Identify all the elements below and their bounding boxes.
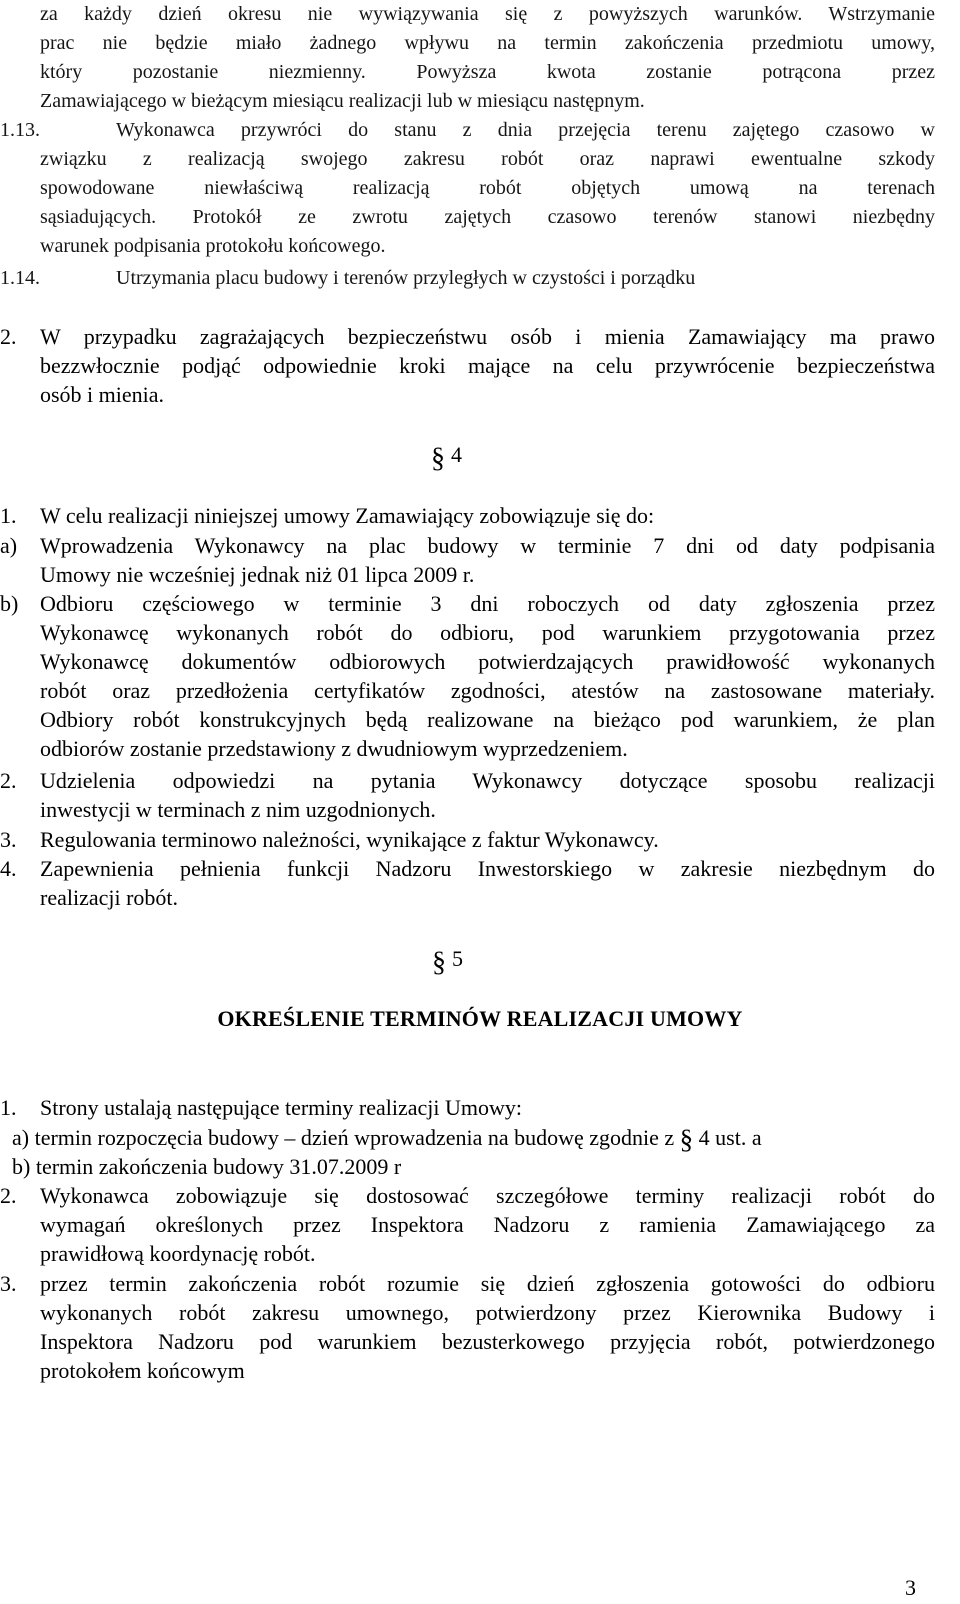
- text-line: Zamawiającego w bieżącym miesiącu realizacji lub w miesiącu następnym.: [40, 90, 645, 112]
- text-line: który pozostanie niezmienny. Powyższa kwota zostanie potrącona przez: [40, 61, 935, 83]
- text-line: prawidłową koordynację robót.: [40, 1241, 316, 1266]
- clause-text: Utrzymania placu budowy i terenów przyległych w czystości i porządku: [116, 267, 696, 289]
- text-line: osób i mienia.: [40, 382, 165, 407]
- text-line: inwestycji w terminach z nim uzgodnionych.: [40, 797, 436, 822]
- text-line: Wykonawca przywróci do stanu z dnia przejęcia terenu zajętego czasowo w: [116, 119, 935, 141]
- paragraph-sign-icon: §: [431, 443, 445, 474]
- clause-number: 2.: [0, 324, 17, 349]
- section-number: 4: [451, 442, 462, 467]
- text-line: warunek podpisania protokołu końcowego.: [40, 235, 386, 257]
- text-line: realizacji robót.: [40, 885, 179, 910]
- text-line: spowodowane niewłaściwą realizacją robót objętych umową na terenach: [40, 177, 935, 199]
- text-line: za każdy dzień okresu nie wywiązywania się z powyższych warunków. Wstrzymanie: [40, 3, 935, 25]
- clause-number: 2.: [0, 768, 17, 793]
- text-line: bezzwłocznie podjąć odpowiednie kroki mające na celu przywrócenie bezpieczeństwa: [40, 353, 935, 378]
- intro-paragraph: [40, 0, 935, 116]
- text-line: związku z realizacją swojego zakresu robót oraz naprawi ewentualne szkody: [40, 148, 935, 170]
- clause-number: 2.: [0, 1183, 17, 1208]
- clause-number: 3.: [0, 827, 17, 852]
- text-line: W przypadku zagrażających bezpieczeństwu osób i mienia Zamawiający ma prawo: [40, 324, 935, 349]
- text-line: przez termin zakończenia robót rozumie się dzień zgłoszenia gotowości do odbioru: [40, 1271, 935, 1296]
- text-line: Umowy nie wcześniej jednak niż 01 lipca 2009 r.: [40, 562, 475, 587]
- text-line: wymagań określonych przez Inspektora Nadzoru z ramienia Zamawiającego za: [40, 1212, 935, 1237]
- clause-1-14: [0, 264, 935, 293]
- text-line: robót oraz przedłożenia certyfikatów zgodności, atestów na zastosowane materiały.: [40, 678, 935, 703]
- text-line: protokołem końcowym: [40, 1358, 245, 1383]
- paragraph-sign-icon: §: [432, 947, 446, 978]
- section-4-mark: [431, 440, 462, 474]
- s5-clause-a: [12, 1122, 912, 1154]
- clause-text: W celu realizacji niniejszej umowy Zamawiający zobowiązuje się do:: [40, 503, 655, 528]
- clause-text: b) termin zakończenia budowy 31.07.2009 r: [12, 1154, 402, 1179]
- s5-clause-b: [12, 1152, 912, 1181]
- clause-text: Strony ustalają następujące terminy realizacji Umowy:: [40, 1095, 523, 1120]
- text-line: Wykonawca zobowiązuje się dostosować szczegółowe terminy realizacji robót do: [40, 1183, 935, 1208]
- clause-number: 4.: [0, 856, 17, 881]
- s4-clause-3: [0, 825, 935, 854]
- text-line: prac nie będzie miało żadnego wpływu na termin zakończenia przedmiotu umowy,: [40, 32, 935, 54]
- text-line: Wprowadzenia Wykonawcy na plac budowy w terminie 7 dni od daty podpisania: [40, 533, 935, 558]
- clause-number: 1.14.: [0, 267, 40, 289]
- clause-letter: a): [0, 533, 18, 558]
- section-5-mark: [432, 944, 463, 978]
- page-number: 3: [905, 1575, 916, 1600]
- text-line: Wykonawcę dokumentów odbiorowych potwierdzających prawidłowość wykonanych: [40, 649, 935, 674]
- text-line: Odbiory robót konstrukcyjnych będą realizowane na bieżąco pod warunkiem, że plan: [40, 707, 935, 732]
- clause-letter: b): [0, 591, 19, 616]
- s5-clause-1: [0, 1093, 935, 1122]
- text-line: Inspektora Nadzoru pod warunkiem bezusterkowego przyjęcia robót, potwierdzonego: [40, 1329, 935, 1354]
- clause-number: 1.: [0, 503, 17, 528]
- s4-clause-1: [0, 501, 935, 530]
- clause-text: 4 ust. a: [698, 1125, 762, 1150]
- text-line: sąsiadujących. Protokół ze zwrotu zajętych czasowo terenów stanowi niezbędny: [40, 206, 935, 228]
- section-heading: OKREŚLENIE TERMINÓW REALIZACJI UMOWY: [217, 1006, 743, 1031]
- text-line: Odbioru częściowego w terminie 3 dni roboczych od daty zgłoszenia przez: [40, 591, 935, 616]
- section-number: 5: [452, 946, 463, 971]
- clause-number: 1.13.: [0, 119, 40, 141]
- clause-number: 3.: [0, 1271, 17, 1296]
- text-line: Udzielenia odpowiedzi na pytania Wykonawcy dotyczące sposobu realizacji: [40, 768, 935, 793]
- clause-number: 1.: [0, 1095, 17, 1120]
- clause-text: a) termin rozpoczęcia budowy – dzień wprowadzenia na budowę zgodnie z: [12, 1125, 675, 1150]
- paragraph-sign-icon: §: [679, 1124, 694, 1154]
- text-line: odbiorów zostanie przedstawiony z dwudniowym wyprzedzeniem.: [40, 736, 628, 761]
- text-line: Zapewnienia pełnienia funkcji Nadzoru Inwestorskiego w zakresie niezbędnym do: [40, 856, 935, 881]
- text-line: Wykonawcę wykonanych robót do odbioru, pod warunkiem przygotowania przez: [40, 620, 935, 645]
- text-line: wykonanych robót zakresu umownego, potwierdzony przez Kierownika Budowy i: [40, 1300, 935, 1325]
- clause-text: Regulowania terminowo należności, wynikające z faktur Wykonawcy.: [40, 827, 659, 852]
